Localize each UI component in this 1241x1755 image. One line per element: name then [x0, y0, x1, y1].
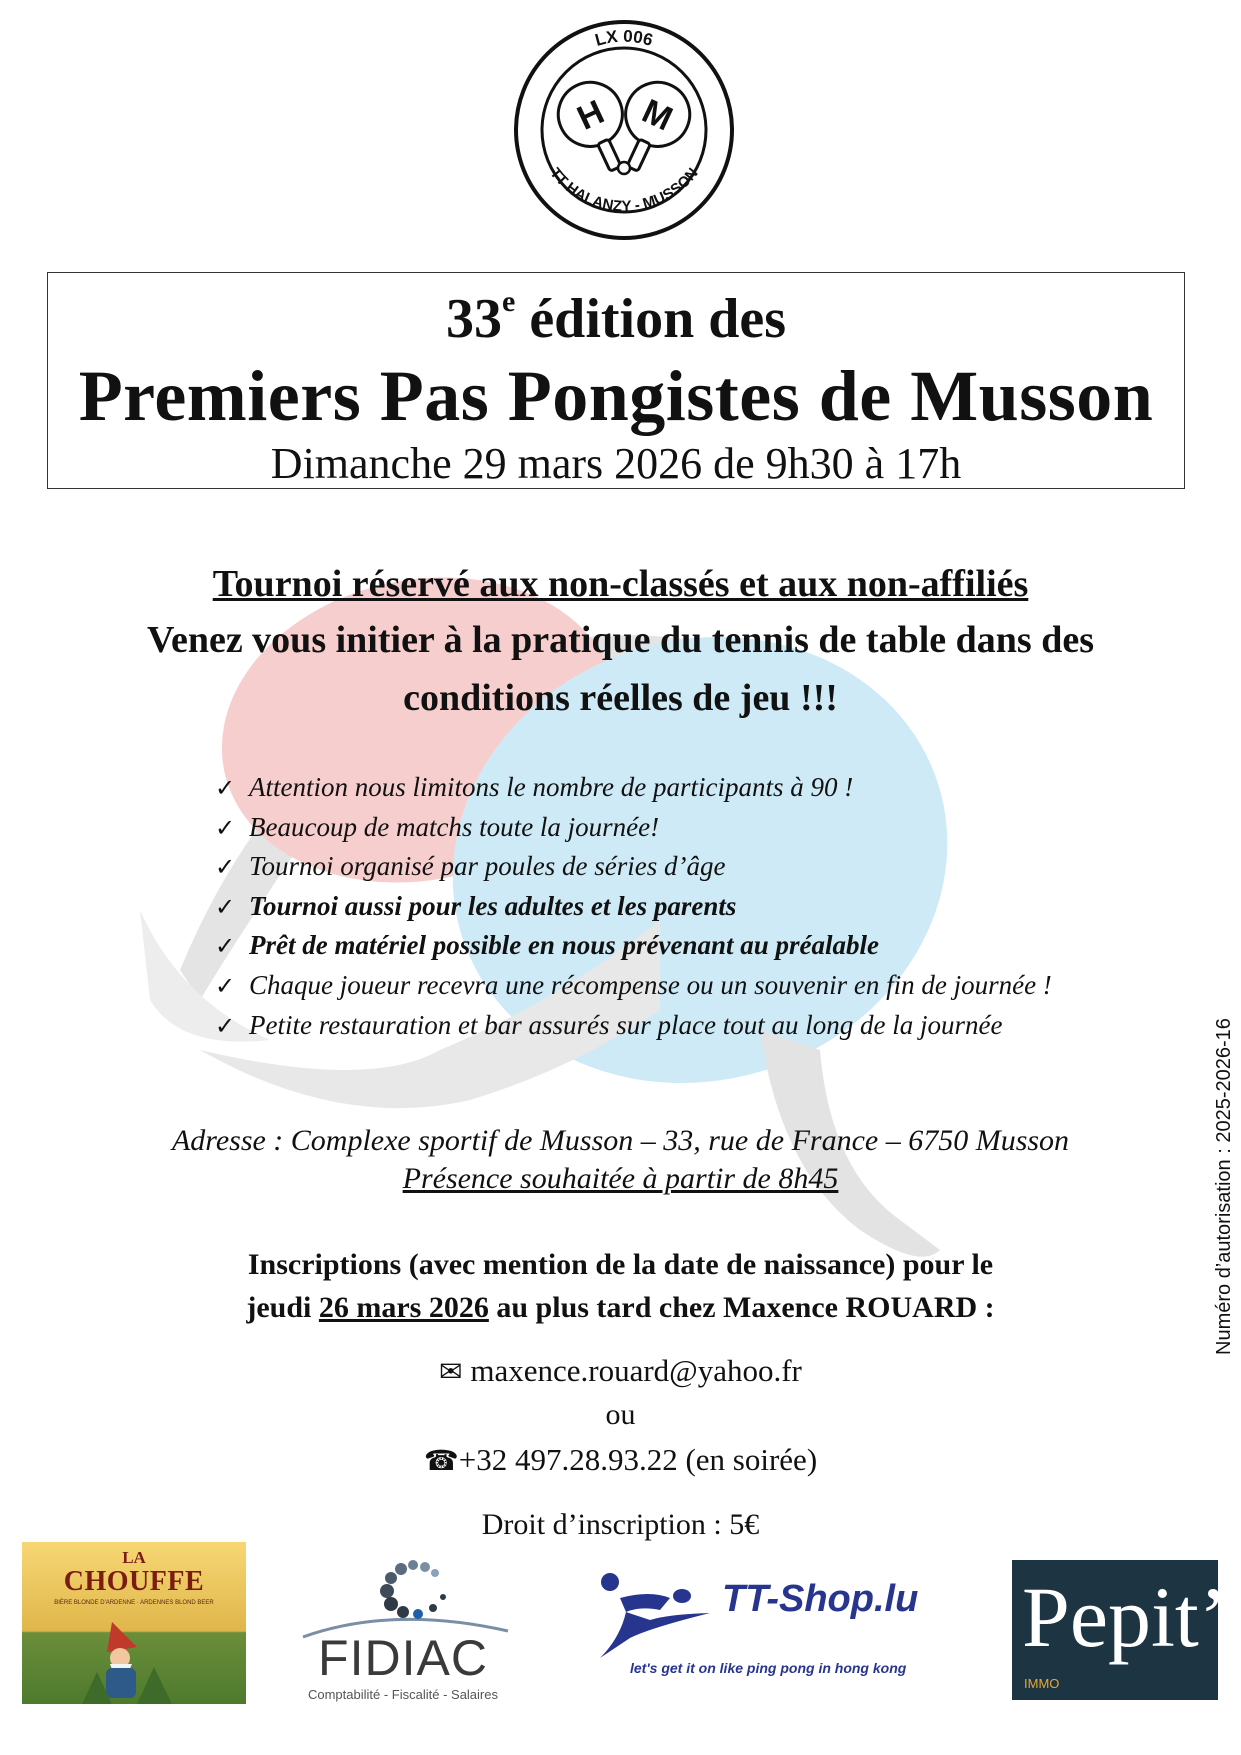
- check-icon: ✓: [215, 932, 236, 961]
- player-icon: [590, 1568, 730, 1668]
- sponsor-ttshop-logo: TT-Shop.lu let's get it on like ping pong in hong kong: [590, 1568, 950, 1688]
- venue-address: Adresse : Complexe sportif de Musson – 33, rue de France – 6750 Musson: [171, 1124, 1070, 1157]
- svg-text:TT HALANZY - MUSSON: TT HALANZY - MUSSON: [546, 164, 702, 216]
- feature-item: ✓ Beaucoup de matchs toute la journée!: [215, 808, 1195, 848]
- registration-fee: Droit d’inscription : 5€: [481, 1508, 760, 1541]
- arrival-time: Présence souhaitée à partir de 8h45: [402, 1162, 839, 1195]
- feature-item: ✓ Chaque joueur recevra une récompense ou un souvenir en fin de journée !: [215, 966, 1195, 1006]
- club-logo: [512, 18, 736, 242]
- feature-list: [215, 768, 1195, 1045]
- sponsor-pepit-logo: Pepit’ IMMO: [1012, 1560, 1218, 1700]
- sponsor-fidiac-logo: FIDIAC Comptabilité - Fiscalité - Salaires: [283, 1545, 523, 1705]
- envelope-icon: ✉: [439, 1355, 463, 1388]
- svg-text:LX 006: LX 006: [593, 26, 656, 50]
- invite-line-1: Venez vous initier à la pratique du tennis de table dans des: [147, 619, 1094, 661]
- registration-deadline: 26 mars 2026: [318, 1291, 489, 1324]
- feature-item: ✓ Tournoi aussi pour les adultes et les parents: [215, 887, 1195, 927]
- event-date: Dimanche 29 mars 2026 de 9h30 à 17h: [270, 439, 962, 488]
- feature-item: ✓ Prêt de matériel possible en nous prévenant au préalable: [215, 926, 1195, 966]
- svg-text:H: H: [571, 92, 610, 138]
- title-box: [47, 272, 1185, 489]
- check-icon: ✓: [215, 853, 236, 882]
- invite-line-2: conditions réelles de jeu !!!: [403, 677, 838, 719]
- feature-item: ✓ Attention nous limitons le nombre de participants à 90 !: [215, 768, 1195, 808]
- check-icon: ✓: [215, 774, 236, 802]
- check-icon: ✓: [215, 971, 236, 1000]
- check-icon: ✓: [215, 813, 236, 842]
- edition-line: [48, 285, 1184, 351]
- registration-line-1: Inscriptions (avec mention de la date de naissance) pour le: [247, 1248, 994, 1281]
- edition-number: 33: [445, 288, 502, 350]
- contact-email[interactable]: maxence.rouard@yahoo.fr: [470, 1353, 802, 1388]
- restriction-heading: Tournoi réservé aux non-classés et aux non-affiliés: [212, 563, 1029, 605]
- check-icon: ✓: [215, 1011, 236, 1040]
- or-separator: ou: [605, 1398, 636, 1431]
- contact-phone[interactable]: +32 497.28.93.22 (en soirée): [458, 1442, 818, 1477]
- feature-item: ✓ Petite restauration et bar assurés sur place tout au long de la journée: [215, 1006, 1195, 1046]
- sponsor-chouffe-logo: LA CHOUFFE BIÈRE BLONDE D'ARDENNE · ARDENNES BLOND BEER: [22, 1542, 246, 1704]
- edition-text: édition des: [529, 288, 787, 350]
- phone-icon: ☎: [423, 1444, 459, 1477]
- registration-line-2: jeudi 26 mars 2026 au plus tard chez Maxence ROUARD :: [246, 1291, 995, 1324]
- gnome-icon: [62, 1612, 182, 1704]
- edition-suffix: e: [501, 285, 516, 318]
- contact-phone-line: [0, 1442, 1241, 1478]
- contact-email-line: [0, 1353, 1241, 1389]
- authorization-number: Numéro d’autorisation : 2025-2026-16: [1213, 1018, 1235, 1355]
- feature-item: ✓ Tournoi organisé par poules de séries d’âge: [215, 847, 1195, 887]
- svg-text:M: M: [636, 92, 679, 139]
- event-title: Premiers Pas Pongistes de Musson: [78, 356, 1154, 436]
- check-icon: ✓: [215, 892, 236, 921]
